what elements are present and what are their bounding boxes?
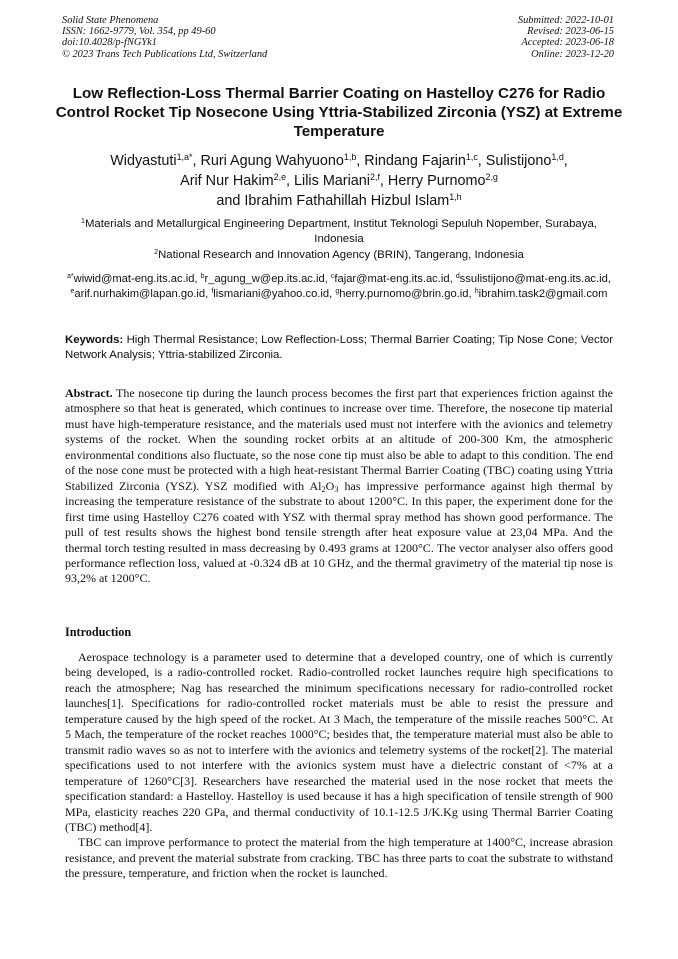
author-emails: $^{a*}$wiwid@mat-eng.its.ac.id, $^b$r_agung_w@ep.its.ac.id, $^c$fajar@mat-eng.its.ac.id, $^d$ssulistijono@mat-eng.its.ac.id, $^e$arif.nurhakim@lapan.go.id, $^f$lismariani@yahoo.co.id, $^g$herry.purnomo@brin.go.id, $^h$ibrahim.task2@gmail.com (67, 273, 611, 300)
paragraph: TBC can improve performance to protect the material from the high temperature at 1400°C, increase abrasion resistance, and prevent the material substrate from cracking. TBC has three parts to coat the substrate to withstand the pressure, temperature, and friction when the rocket is launched. (65, 835, 613, 881)
keywords-text: High Thermal Resistance; Low Reflection-Loss; Thermal Barrier Coating; Tip Nose Cone; Vector Network Analysis; Yttria-stabilized Zirconia. (65, 334, 613, 361)
author: Arif Nur Hakim$^{2,e}$, (180, 172, 295, 189)
introduction-body (65, 650, 613, 882)
journal-doi: doi:10.4028/p-fNGYk1 (62, 37, 157, 49)
affiliation-2: $^2$National Research and Innovation Agency (BRIN), Tangerang, Indonesia (154, 249, 524, 261)
date-revised: Revised: 2023-06-15 (527, 26, 614, 38)
author: Sulistijono$^{1,d}$, (485, 152, 568, 169)
keywords-label: Keywords: (65, 334, 124, 346)
date-accepted: Accepted: 2023-06-18 (521, 37, 614, 49)
abstract: Abstract. The nosecone tip during the launch process becomes the first part that experiences friction against the atmosphere so that heat is generated, which continues to increase over time. Therefore, the nosecone tip material must have high-temperature resistance, and the materials used must not interfere with the avionics and telemetry systems of the rocket. When the sounding rocket orbits at an altitude of 200-300 Km, the atmospheric environmental conditions also fluctuate, so the nose cone tip must also be able to adapt to this condition. The end of the nose cone must be protected with a high heat-resistant Thermal Barrier Coating (TBC) coating using Yttria Stabilized Zirconia (YSZ). YSZ modified with $Al_2O_3$ has impressive performance against high thermal by increasing the temperature resistance of the substrate to about 1200°C. In this paper, the experiment done for the first time using Hastelloy C276 coated with YSZ with thermal spray method has shown good performance. The pull of test results shows the highest bond tensile strength after heat exposure value at 23,04 MPa. And the thermal torch testing resulted in mass decreasing by 0.493 grams at 1200°C. The vector analyser also offers good performance reflection loss, valued at -0.324 dB at 10 GHz, and the thermal gravimetry of the material tip nose is 93,2% at 1200°C. (65, 386, 613, 586)
author-list (50, 151, 628, 211)
keywords (65, 333, 613, 363)
author: and Ibrahim Fathahillah Hizbul Islam$^{1,h}$ (216, 192, 462, 209)
affiliation-1: $^1$Materials and Metallurgical Engineering Department, Institut Teknologi Sepuluh Nopember, Surabaya, Indonesia (81, 218, 597, 245)
author: Herry Purnomo$^{2,g}$ (387, 172, 498, 189)
journal-header-left (62, 15, 267, 60)
journal-issn: ISSN: 1662-9779, Vol. 354, pp 49-60 (62, 26, 216, 38)
paper-title: Low Reflection-Loss Thermal Barrier Coating on Hastelloy C276 for Radio Control Rocket Tip Nosecone Using Yttria-Stabilized Zirconia (YSZ) at Extreme Temperature (55, 85, 623, 140)
author: Lilis Mariani$^{2,f}$, (294, 172, 388, 189)
author: Widyastuti$^{1,a*}$, (110, 152, 201, 169)
author: Rindang Fajarin$^{1,c}$, (364, 152, 486, 169)
author-line-3 (50, 191, 628, 211)
author-line-1 (50, 151, 628, 171)
journal-name: Solid State Phenomena (62, 15, 159, 26)
paragraph: Aerospace technology is a parameter used to determine that a developed country, one of which is currently being developed, is a radio-controlled rocket. Radio-controlled rocket launches require high specifications to reach the atmosphere; Nag has researched the minimum specifications necessary for radio-controlled rocket launches[1]. Specifications for radio-controlled rocket materials must be able to resist the pressure and temperature caused by the high speed of the rocket. At 3 Mach, the temperature of the missile reaches 500°C. At 5 Mach, the temperature of the rocket reaches 1000°C; besides that, the temperature material must also be able to transmit radio waves so as not to interfere with the avionics and telemetry systems of the rocket[2]. The material specifications used to not interfere with the avionics system must have a dielectric constant of <7% at a temperature of 1260°C[3]. Researchers have researched the material used in the nose rocket that meets the specification standard: a Hastelloy. Hastelloy is used because it has a high specification of tensile strength of 900 MPa, elasticity reaches 220 GPa, and thermal conductivity of 10.1-12.5 J/K.Kg using Thermal Barrier Coating (TBC) method[4]. (65, 650, 613, 834)
abstract-label: Abstract. (65, 386, 113, 400)
date-submitted: Submitted: 2022-10-01 (517, 15, 614, 26)
date-online: Online: 2023-12-20 (531, 48, 614, 60)
author: Ruri Agung Wahyuono$^{1,b}$, (200, 152, 365, 169)
author-line-2 (50, 171, 628, 191)
journal-copyright: © 2023 Trans Tech Publications Ltd, Switzerland (62, 48, 268, 60)
journal-header-right (518, 15, 614, 60)
section-heading-introduction: Introduction (65, 625, 132, 639)
